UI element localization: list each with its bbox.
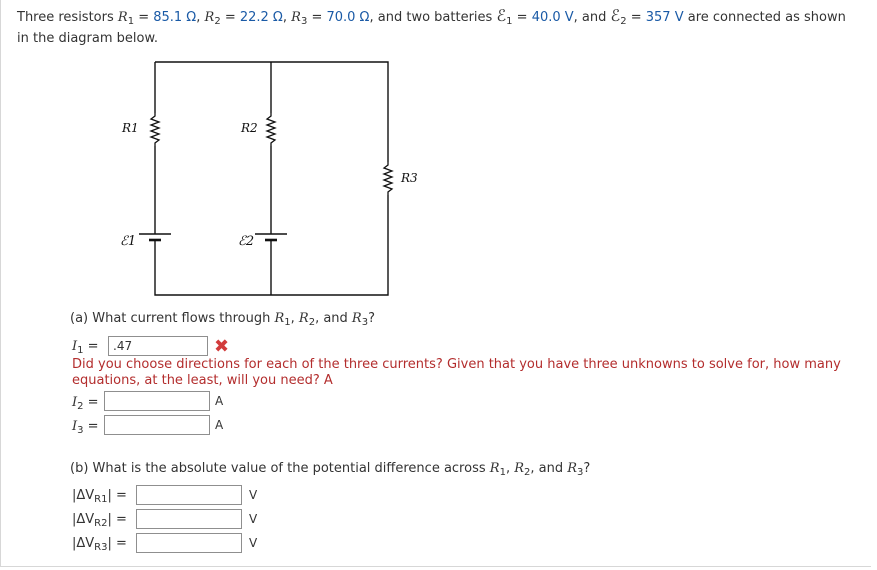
dv-r2-label: $|\Delta V_{R2}|$ =	[72, 512, 127, 529]
i2-unit: A	[215, 394, 224, 408]
diagram-label-e2: ℰ2	[238, 234, 255, 249]
r3-value: 70.0 Ω	[326, 10, 370, 25]
dv-r2-unit: V	[249, 512, 258, 526]
part-a-question: (a) What current flows through $R_1$, $R_2$, and $R_3$?	[70, 311, 375, 328]
i3-unit: A	[215, 418, 224, 432]
i3-label: $I_3$ =	[72, 419, 99, 436]
diagram-label-r1: R1	[122, 121, 139, 135]
dv-r1-input[interactable]	[136, 485, 242, 505]
resistor-r2-icon	[267, 113, 275, 146]
diagram-label-r3: R3	[401, 171, 418, 185]
dv-r2-input[interactable]	[136, 509, 242, 529]
i1-input[interactable]: .47	[108, 336, 208, 356]
problem-statement: Three resistors $R_1 = 85.1$ Ω, $R_2 = 22.2$ Ω, $R_3 = 70.0$ Ω, and two batteries ℰ$_1$ = 40.0 V, and ℰ$_2$ = 357 V are connected as shown	[17, 6, 846, 27]
i3-input[interactable]	[104, 415, 210, 435]
emf1-value: 40.0 V	[531, 10, 574, 25]
emf2-value: 357 V	[645, 10, 684, 25]
feedback-line1: Did you choose directions for each of the three currents? Given that you have three unknowns to solve for, how many	[72, 357, 841, 372]
r1-value: 85.1 Ω	[153, 10, 197, 25]
dv-r3-unit: V	[249, 536, 258, 550]
dv-r3-input[interactable]	[136, 533, 242, 553]
i1-label: $I_1$ =	[72, 339, 99, 356]
dv-r1-unit: V	[249, 488, 258, 502]
x-mark-icon: ✖	[214, 336, 230, 357]
r2-value: 22.2 Ω	[239, 10, 283, 25]
dv-r1-label: $|\Delta V_{R1}|$ =	[72, 488, 127, 505]
part-b-question: (b) What is the absolute value of the potential difference across $R_1$, $R_2$, and $R_3$?	[70, 461, 591, 478]
problem-statement-line2: in the diagram below.	[17, 31, 159, 46]
diagram-label-e1: ℰ1	[120, 234, 137, 249]
feedback-line2: equations, at the least, will you need? A	[72, 373, 333, 388]
battery-e2-icon	[255, 231, 287, 245]
i2-input[interactable]	[104, 391, 210, 411]
i2-label: $I_2$ =	[72, 395, 99, 412]
diagram-label-r2: R2	[241, 121, 258, 135]
dv-r3-label: $|\Delta V_{R3}|$ =	[72, 536, 127, 553]
